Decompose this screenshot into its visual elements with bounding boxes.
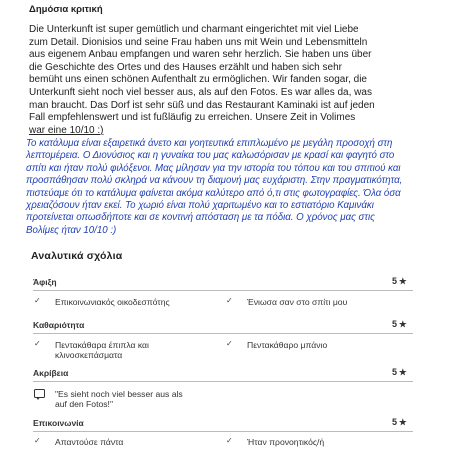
category-arrival-rating — [392, 276, 407, 287]
rating-value: 5 — [392, 417, 398, 427]
star-icon: ★ — [399, 319, 407, 329]
review-line: war eine 10/10 :) — [29, 124, 104, 136]
translation-text — [26, 138, 431, 237]
review-line: die Geschichte des Ortes und des Hauses erzählt und haben sich sehr — [29, 61, 342, 73]
review-line: man braucht. Das Dorf ist sehr süß und das Restaurant Kaminaki ist auf jeden — [29, 99, 375, 111]
review-line: zum Detail. Dionisios und seine Frau haben uns mit Wein und Lebensmitteln — [29, 36, 368, 48]
checkmark-icon: ✓ — [34, 339, 41, 348]
divider — [33, 290, 413, 291]
category-accuracy-label: Ακρίβεια — [33, 368, 69, 378]
review-line: Unterkunft sieht noch viel besser aus, als auf den Fotos. Es war alles da, was — [29, 86, 372, 98]
category-cleanliness-label: Καθαριότητα — [33, 320, 85, 330]
item-label: Απαντούσε πάντα — [55, 437, 124, 447]
item-label: Ήταν προνοητικός/ή — [247, 437, 325, 447]
star-icon: ★ — [399, 367, 407, 377]
item-label: Επικοινωνιακός οικοδεσπότης — [55, 297, 170, 307]
list-item — [34, 296, 170, 307]
translation-line: λεπτομέρεια. Ο Διονύσιος και η γυναίκα του μας καλωσόρισαν με κρασί και φαγητό στο — [26, 150, 395, 162]
category-communication-rating — [392, 417, 407, 428]
category-cleanliness-rating — [392, 319, 407, 330]
list-item — [34, 436, 124, 447]
divider — [33, 381, 413, 382]
category-communication-label: Επικοινωνία — [33, 418, 84, 428]
translation-line: προτείνεται οπωσδήποτε και σε κοντινή απόσταση με τα πόδια. Ο χρόνος μας στις — [26, 212, 375, 224]
translation-line: Το κατάλυμα είναι εξαιρετικά άνετο και γοητευτικά επιπλωμένο με μεγάλη προσοχή στη — [26, 138, 393, 149]
checkmark-icon: ✓ — [34, 296, 41, 305]
item-label: Πεντακάθαρα έπιπλα και κλινοσκεπάσματα — [55, 340, 149, 360]
review-line: Fall empfehlenswert und ist fußläufig zu erreichen. Unsere Zeit in Volimes — [29, 112, 356, 124]
comment-icon — [34, 389, 45, 398]
checkmark-icon: ✓ — [226, 296, 233, 305]
star-icon: ★ — [399, 417, 407, 427]
review-body — [29, 24, 420, 137]
category-arrival-label: Άφιξη — [33, 277, 57, 287]
divider — [33, 333, 413, 334]
translation-line: πιστεύαμε ότι το κατάλυμα φαίνεται ακόμα καλύτερο από ό,τι στις φωτογραφίες. Όλα όσα — [26, 187, 401, 199]
translation-line: σπίτι και ήταν πολύ φιλόξενοι. Μας μίλησαν για την ιστορία του τόπου και του σπιτιού και — [26, 162, 401, 174]
rating-value: 5 — [392, 319, 398, 329]
item-label: Ένιωσα σαν στο σπίτι μου — [247, 297, 348, 307]
checkmark-icon: ✓ — [226, 339, 233, 348]
list-item — [226, 339, 328, 350]
divider — [33, 431, 413, 432]
translation-line: Βολίμες ήταν 10/10 :) — [26, 224, 117, 236]
detailed-comments-title: Αναλυτικά σχόλια — [31, 250, 123, 262]
review-line: aus eigenem Anbau empfangen und waren sehr herzlich. Sie haben uns über — [29, 49, 372, 61]
translation-line: χρειαζόσουν ήταν εκεί. Το χωριό είναι πολύ χαριτωμένο και το εστιατόριο Καμινάκι — [26, 200, 374, 212]
list-item — [34, 339, 190, 360]
list-item — [226, 296, 348, 307]
rating-value: 5 — [392, 367, 398, 377]
review-line: bemüht uns einen schönen Aufenthalt zu ermöglichen. Wir fanden sogar, die — [29, 74, 367, 86]
review-line: Die Unterkunft ist super gemütlich und charmant eingerichtet mit viel Liebe — [29, 24, 359, 35]
review-title: Δημόσια κριτική — [29, 4, 103, 15]
rating-value: 5 — [392, 276, 398, 286]
star-icon: ★ — [399, 276, 407, 286]
checkmark-icon: ✓ — [34, 436, 41, 445]
category-accuracy-rating — [392, 367, 407, 378]
checkmark-icon: ✓ — [226, 436, 233, 445]
list-item — [226, 436, 325, 447]
item-label: Πεντακάθαρο μπάνιο — [247, 340, 328, 350]
quote-text: "Es sieht noch viel besser aus als auf den Fotos!" — [55, 389, 183, 409]
translation-line: προσπάθησαν πολύ σκληρά να κάνουν τη διαμονή μας ευχάριστη. Στην πραγματικότητα, — [26, 175, 403, 187]
